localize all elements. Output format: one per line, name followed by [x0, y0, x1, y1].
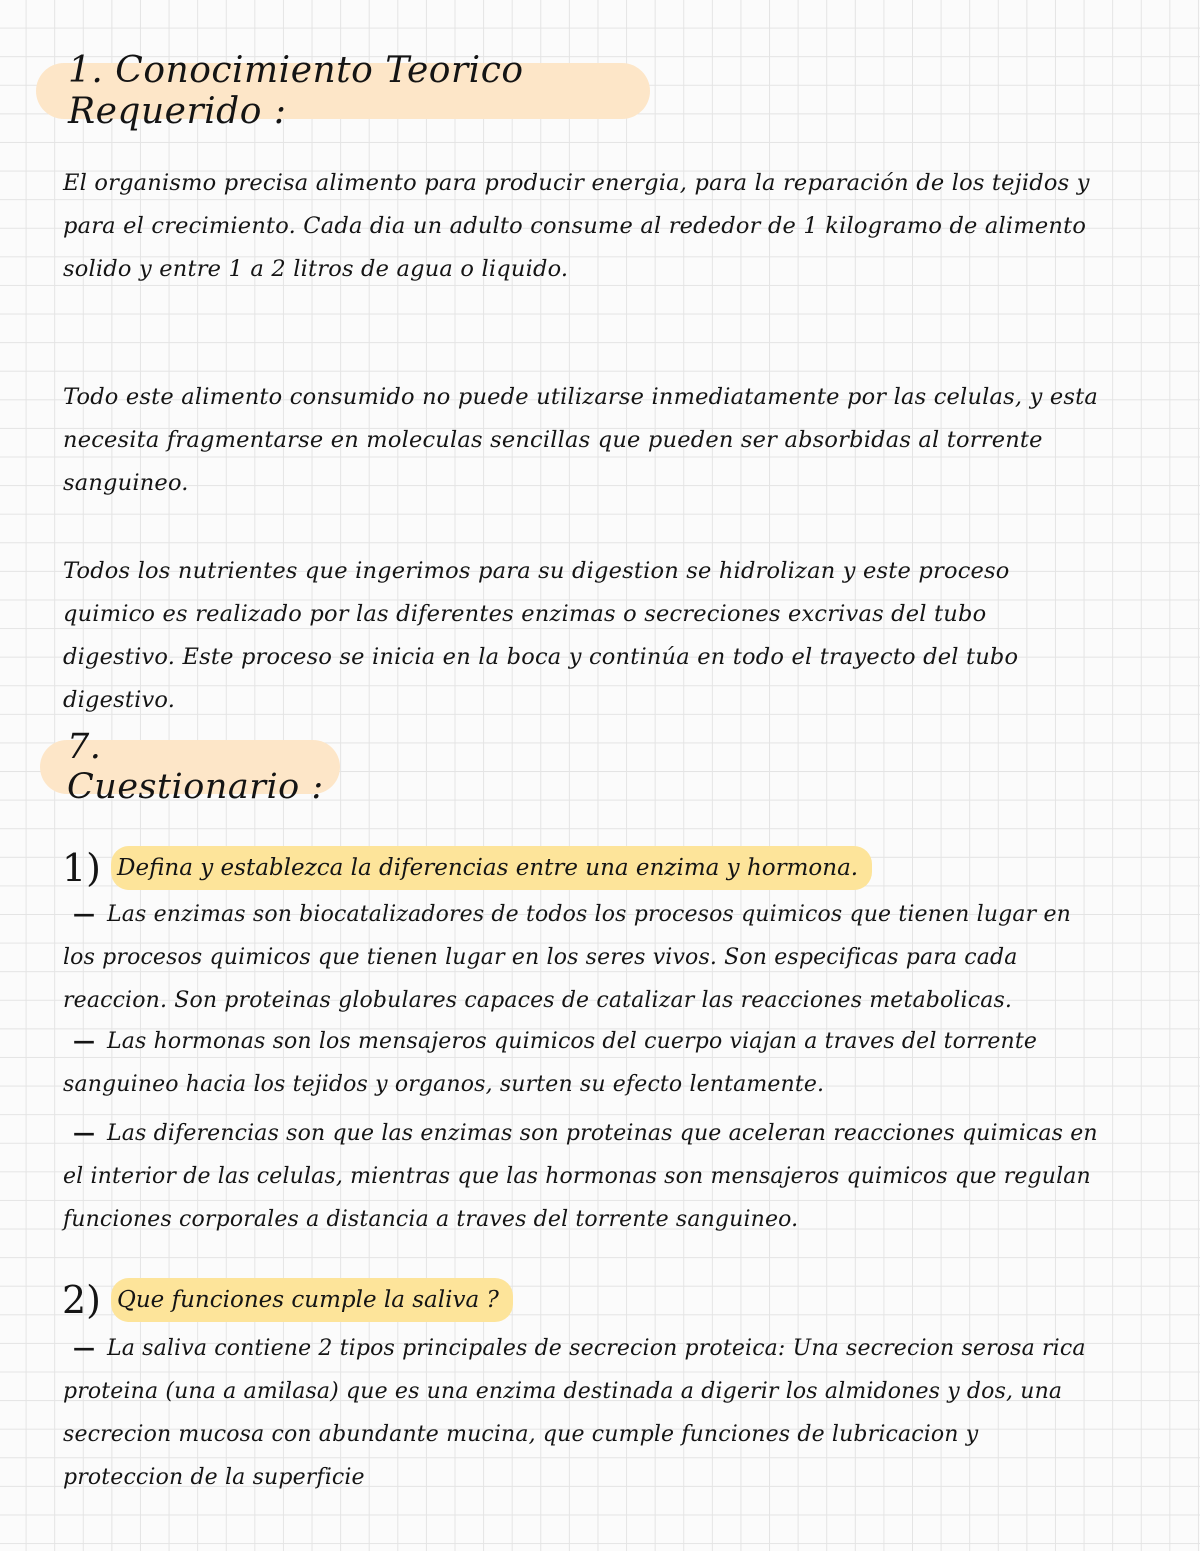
question-2 [62, 1278, 513, 1322]
section-heading-conocimiento [36, 50, 650, 132]
question-number: 2) [62, 1278, 102, 1322]
paragraph-organismo: El organismo precisa alimento para producir energia, para la reparación de los tejidos y para el crecimiento. Cada dia un adulto consume al rededor de 1 kilogramo de alimento solido y entre 1 a 2 litros de agua o liquido. [63, 170, 1090, 282]
answer-item [63, 893, 1103, 1022]
answer-item [63, 1112, 1103, 1241]
answer-text: Las enzimas son biocatalizadores de todos los procesos quimicos que tienen lugar en los procesos quimicos que tienen lugar en los seres vivos. Son especificas para cada reaccion. Son proteinas globulares capaces de catalizar las reacciones metabolicas. [63, 902, 1071, 1013]
answer-text: La saliva contiene 2 tipos principales de secrecion proteica: Una secrecion serosa rica proteina (una a amilasa) que es una enzima destinada a digerir los almidones y dos, una secrecion mucosa con abundante mucina, que cumple funciones de lubricacion y proteccion de la superficie [63, 1336, 1086, 1490]
paragraph-nutrientes: Todos los nutrientes que ingerimos para su digestion se hidrolizan y este proceso quimico es realizado por las diferentes enzimas o secreciones excrivas del tubo digestivo. Este proceso se inicia en la boca y continúa en todo el trayecto del tubo digestivo. [63, 558, 1019, 713]
question-text: Que funciones cumple la saliva ? [111, 1278, 513, 1322]
section-heading-text: 7. Cuestionario : [67, 727, 324, 807]
dash-bullet: — [73, 1028, 96, 1054]
answer-item [63, 1327, 1103, 1499]
dash-bullet: — [73, 1120, 96, 1146]
section-heading-cuestionario [40, 727, 340, 807]
dash-bullet: — [73, 901, 96, 927]
question-text: Defina y establezca la diferencias entre una enzima y hormona. [111, 846, 872, 890]
paragraph-alimento-consumido: Todo este alimento consumido no puede utilizarse inmediatamente por las celulas, y esta necesita fragmentarse en moleculas sencillas que pueden ser absorbidas al torrente sanguineo. [63, 384, 1098, 496]
answer-item [63, 1020, 1103, 1106]
answer-text: Las diferencias son que las enzimas son proteinas que aceleran reacciones quimicas en el interior de las celulas, mientras que las hormonas son mensajeros quimicos que regulan funciones corporales a distancia a traves del torrente sanguineo. [63, 1121, 1098, 1232]
question-1 [62, 846, 872, 890]
dash-bullet: — [73, 1335, 96, 1361]
section-heading-text: 1. Conocimiento Teorico Requerido : [68, 50, 524, 132]
question-number: 1) [62, 846, 102, 890]
answer-text: Las hormonas son los mensajeros quimicos del cuerpo viajan a traves del torrente sanguineo hacia los tejidos y organos, surten su efecto lentamente. [63, 1029, 1038, 1097]
